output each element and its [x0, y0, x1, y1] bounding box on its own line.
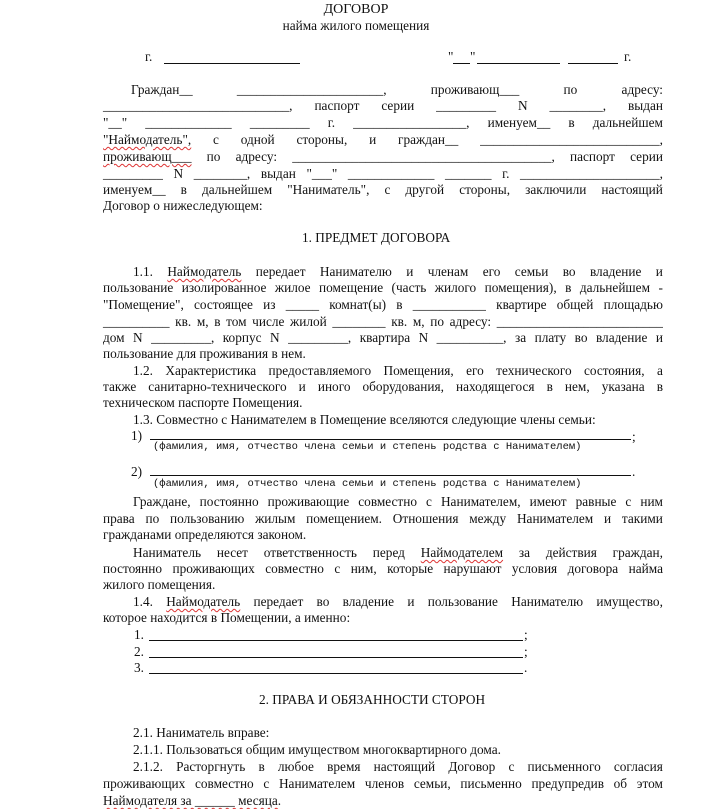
family-member-1-caption: (фамилия, имя, отчество члена семьи и степень родства с Нанимателем): [153, 441, 582, 453]
word: за: [514, 330, 527, 345]
word: Нанимателем,: [440, 494, 521, 509]
clause-2-1-1: 2.1.1. Пользоваться общим имуществом многоквартирного дома.: [133, 742, 501, 757]
word: _____________: [347, 166, 435, 181]
word: _____: [285, 297, 319, 312]
word: ____________________________,: [103, 98, 293, 113]
parties-line-5: [103, 148, 663, 165]
year-suffix: г.: [624, 49, 632, 64]
word: настоящий: [601, 182, 663, 197]
city-blank: [164, 63, 300, 64]
word: г.: [502, 166, 510, 181]
date-month-blank: [477, 63, 560, 64]
word: _________: [103, 166, 163, 181]
word: которые: [387, 561, 434, 576]
word: N: [517, 98, 528, 113]
word: передает: [255, 264, 306, 279]
parties-line-4: [103, 131, 663, 148]
word: владение: [595, 330, 648, 345]
word: настоящий: [373, 759, 436, 774]
word: договора: [567, 561, 619, 576]
responsibility-line-2: [103, 560, 663, 577]
word: одной: [240, 132, 275, 147]
word: квартире: [496, 297, 547, 312]
family-member-1-number: 1): [131, 428, 143, 443]
word: "__": [103, 115, 128, 130]
word: _______________________________________,: [292, 149, 555, 164]
word: дальнейшем: [579, 280, 650, 295]
word: с: [426, 494, 432, 509]
word: владение: [589, 264, 642, 279]
word: комнат(ы): [329, 297, 387, 312]
word: жилой: [290, 314, 327, 329]
word: корпус: [222, 330, 262, 345]
word: этом: [636, 776, 663, 791]
word: ___________: [412, 297, 486, 312]
word: м,: [196, 314, 209, 329]
clause-1-4-line-1: [133, 593, 663, 610]
word: в: [565, 280, 572, 295]
word: проживающ___: [103, 149, 192, 164]
word: -: [658, 280, 663, 295]
word: помещением.: [306, 511, 382, 526]
word: по: [145, 511, 160, 526]
word: находящегося: [455, 379, 535, 394]
word: с: [334, 561, 341, 576]
clause-1-2-line-3: [103, 394, 302, 411]
word: во: [562, 264, 576, 279]
word: ответственность: [263, 545, 357, 560]
word: из: [263, 297, 276, 312]
word: состояния,: [584, 363, 645, 378]
word: кв.: [391, 314, 408, 329]
word: Расторгнуть: [176, 759, 246, 774]
family-member-2-number: 2): [131, 464, 143, 479]
responsibility-line-3: [103, 576, 215, 593]
word: нарушают: [443, 561, 502, 576]
item-3-blank: [149, 673, 523, 674]
item-3-end: .: [524, 660, 528, 675]
clause-1-1-line-4: [103, 313, 663, 330]
word: письменного: [527, 759, 601, 774]
word: _________,: [151, 330, 215, 345]
word: пользование: [427, 594, 498, 609]
word: и: [298, 379, 306, 394]
word: граждан__: [398, 132, 459, 147]
word: членов: [364, 776, 405, 791]
word: и: [655, 330, 663, 345]
word: в: [656, 379, 663, 394]
word: (часть: [391, 280, 427, 295]
word: об: [613, 776, 628, 791]
word: и: [604, 511, 612, 526]
word: жилым: [255, 511, 296, 526]
word: 1.1.: [133, 264, 153, 279]
word: N: [269, 330, 280, 345]
word: пользование: [103, 280, 174, 295]
word: "Помещение",: [103, 297, 184, 312]
word: жилого помещения.: [103, 577, 216, 592]
word: время: [327, 759, 361, 774]
word: другой: [405, 182, 445, 197]
word: Наниматель: [133, 545, 202, 560]
word: дом: [103, 330, 125, 345]
word: стороны,: [296, 132, 348, 147]
responsibility-line-1: [133, 544, 663, 561]
word: владение: [342, 594, 395, 609]
word: совместно: [194, 776, 254, 791]
word: предоставляемого: [268, 363, 372, 378]
word: _________: [436, 98, 497, 113]
word: паспорт: [569, 149, 615, 164]
word: адресу:: [449, 314, 492, 329]
word: технического: [496, 363, 572, 378]
family-member-1-end: ;: [632, 429, 636, 444]
word: плату: [534, 330, 567, 345]
word: N: [173, 166, 184, 181]
word: его: [466, 363, 484, 378]
section-1-title: 1. ПРЕДМЕТ ДОГОВОРА: [302, 230, 451, 245]
word: Характеристика: [165, 363, 257, 378]
word: _________,: [288, 330, 352, 345]
word: серии: [630, 149, 663, 164]
word: предупредив: [531, 776, 604, 791]
word: именуем__: [487, 115, 551, 130]
word: в: [214, 314, 221, 329]
parties-line-7: [103, 181, 663, 198]
word: имущество,: [596, 594, 663, 609]
word: по: [206, 149, 221, 164]
word: совместно: [265, 561, 324, 576]
word: Граждан__: [131, 82, 193, 97]
word: Договор: [448, 759, 496, 774]
word: г.: [327, 115, 336, 130]
family-member-2-blank: [150, 475, 631, 476]
word: несет: [216, 545, 248, 560]
word: гражданами определяются законом.: [103, 527, 307, 542]
item-2-blank: [149, 657, 523, 658]
word: санитарно-технического: [148, 379, 287, 394]
word: паспорт: [314, 98, 360, 113]
clause-1-1-line-6: [103, 345, 306, 362]
word: жилое: [274, 280, 311, 295]
word: Нанимателю: [511, 594, 584, 609]
word: в: [396, 297, 403, 312]
word: действия: [545, 545, 597, 560]
word: с: [384, 182, 391, 197]
word: за: [518, 545, 531, 560]
word: "Наниматель",: [287, 182, 370, 197]
word: по: [563, 82, 578, 97]
word: которое находится в Помещении, а именно:: [103, 610, 351, 625]
word: проживающих: [103, 776, 186, 791]
word: 1.4.: [133, 594, 153, 609]
word: адресу:: [621, 82, 663, 97]
document-subtitle: найма жилого помещения: [282, 18, 430, 33]
date-quote-open: ": [448, 49, 454, 64]
word: ________,: [193, 166, 251, 181]
word: _________: [249, 115, 310, 130]
word: проживающ___: [430, 82, 520, 97]
word: передает: [253, 594, 304, 609]
word: площадью: [603, 297, 663, 312]
word: семьи,: [413, 776, 451, 791]
word: также: [103, 379, 137, 394]
word: общей: [556, 297, 594, 312]
clause-1-4-line-2: [103, 609, 350, 626]
word: в: [180, 182, 187, 197]
clause-1-1-line-2: [103, 279, 663, 296]
word: права: [103, 511, 135, 526]
word: дальнейшем: [201, 182, 273, 197]
item-2-end: ;: [524, 644, 528, 659]
word: оборудования,: [362, 379, 444, 394]
word: найма: [628, 561, 663, 576]
word: и: [369, 132, 377, 147]
date-year-blank: [568, 63, 618, 64]
word: по: [430, 314, 445, 329]
word: семьи: [514, 264, 549, 279]
item-2-number: 2.: [134, 644, 144, 659]
word: в: [568, 115, 575, 130]
word: во: [316, 594, 330, 609]
word: в: [258, 759, 265, 774]
word: такими: [621, 511, 663, 526]
word: дальнейшем: [592, 115, 663, 130]
clause-1-1-line-3: [103, 296, 663, 313]
word: ________: [332, 314, 386, 329]
word: а: [657, 363, 663, 378]
parties-line-6: [103, 165, 663, 182]
word: с: [625, 494, 632, 509]
word: между: [469, 511, 507, 526]
clause-1-1-line-5: [103, 329, 663, 346]
clause-1-3: 1.3. Совместно с Нанимателем в Помещение вселяются следующие члены семьи:: [133, 412, 596, 427]
word: техническом паспорте Помещения.: [103, 395, 303, 410]
date-quote-close: ": [470, 49, 476, 64]
word: "___": [306, 166, 338, 181]
date-day-blank: [453, 63, 470, 64]
word: проживающие: [267, 494, 350, 509]
word: состоящее: [193, 297, 253, 312]
document-title: ДОГОВОР: [323, 2, 389, 17]
item-3-number: 3.: [134, 660, 144, 675]
word: Договор о нижеследующем:: [103, 198, 263, 213]
word: стороны,: [459, 182, 511, 197]
word: ______________________,: [236, 82, 387, 97]
clause-1-1-line-1: [133, 263, 663, 280]
word: письменно: [460, 776, 522, 791]
word: помещения),: [484, 280, 557, 295]
word: постоянно: [103, 561, 163, 576]
word: Граждане,: [133, 494, 191, 509]
word: условия: [511, 561, 558, 576]
word: квартира: [359, 330, 411, 345]
word: _________________________: [496, 314, 663, 329]
word: ___________________________,: [480, 132, 663, 147]
word: проживающих: [172, 561, 255, 576]
clause-1-2-line-2: [103, 378, 663, 395]
word: 1.2.: [133, 363, 153, 378]
word: с: [508, 759, 515, 774]
item-1-end: ;: [524, 627, 528, 642]
clause-1-2-line-1: [133, 362, 663, 379]
word: его: [482, 264, 501, 279]
parties-line-8: [103, 197, 263, 214]
word: том: [226, 314, 247, 329]
word: ним: [640, 494, 663, 509]
word: Нанимателем: [516, 511, 594, 526]
word: Наймодатель: [166, 594, 241, 609]
word: адресу:: [235, 149, 278, 164]
word: именуем__: [103, 182, 166, 197]
word: с: [263, 776, 270, 791]
clause-2-1-2-line-2: [103, 775, 663, 792]
item-1-blank: [149, 640, 523, 641]
word: членам: [427, 264, 469, 279]
parties-line-1: [131, 81, 663, 98]
word: Нанимателем: [278, 776, 356, 791]
word: _____________: [145, 115, 232, 130]
word: и: [655, 264, 663, 279]
word: __________,: [436, 330, 507, 345]
item-1-number: 1.: [134, 627, 144, 642]
section-2-title: 2. ПРАВА И ОБЯЗАННОСТИ СТОРОН: [259, 692, 486, 707]
word: _______: [444, 166, 492, 181]
word: выдан: [628, 98, 663, 113]
word: перед: [372, 545, 405, 560]
word: N: [418, 330, 429, 345]
word: и: [406, 264, 414, 279]
clause-2-1-2-line-3: [103, 792, 281, 809]
word: и: [407, 594, 415, 609]
family-member-2-end: .: [632, 464, 636, 479]
word: Отношения: [392, 511, 459, 526]
word: любое: [277, 759, 314, 774]
word: ________,: [549, 98, 607, 113]
word: серии: [381, 98, 415, 113]
word: N: [133, 330, 143, 345]
word: равные: [575, 494, 617, 509]
word: кв.: [175, 314, 192, 329]
word: совместно: [358, 494, 418, 509]
word: жилого: [434, 280, 477, 295]
word: имеют: [529, 494, 567, 509]
parties-line-2: [103, 97, 663, 114]
word: помещение: [319, 280, 384, 295]
clause-2-1-2-line-1: [133, 758, 663, 775]
word: постоянно: [199, 494, 259, 509]
word: Нанимателю: [319, 264, 392, 279]
rights-line-1: [133, 493, 663, 510]
word: "Наймодатель",: [103, 132, 192, 147]
family-member-2-caption: (фамилия, имя, отчество члена семьи и степень родства с Нанимателем): [153, 478, 582, 490]
word: пользование для проживания в нем.: [103, 346, 306, 361]
word: с: [213, 132, 219, 147]
word: граждан,: [612, 545, 663, 560]
word: пользованию: [170, 511, 245, 526]
parties-line-3: [103, 114, 663, 131]
word: Наймодателем: [420, 545, 504, 560]
word: выдан: [260, 166, 296, 181]
word: Помещения,: [383, 363, 454, 378]
word: _____________________,: [520, 166, 663, 181]
word: изолированное: [181, 280, 267, 295]
word: в: [546, 379, 553, 394]
word: во: [574, 330, 588, 345]
word: числе: [252, 314, 285, 329]
word: указана: [601, 379, 645, 394]
city-prefix: г.: [145, 49, 153, 64]
word: согласия: [613, 759, 663, 774]
word: заключили: [525, 182, 587, 197]
rights-line-3: [103, 526, 306, 543]
word: нем,: [564, 379, 590, 394]
word: м,: [412, 314, 425, 329]
word: _________________,: [353, 115, 470, 130]
word: 2.1.2.: [133, 759, 163, 774]
word: Наймодатель: [167, 264, 242, 279]
clause-2-1-2-line-3-text: Наймодателя за ______ месяца.: [103, 793, 282, 808]
word: __________: [103, 314, 170, 329]
clause-2-1: 2.1. Наниматель вправе:: [133, 725, 270, 740]
word: иного: [317, 379, 351, 394]
rights-line-2: [103, 510, 663, 527]
word: ним,: [350, 561, 377, 576]
